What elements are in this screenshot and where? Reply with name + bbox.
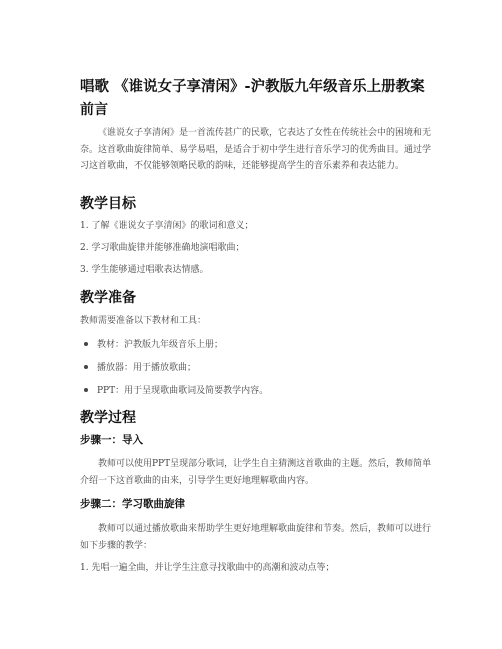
- preface-heading: 前言: [80, 102, 108, 118]
- goal-item-3: 3. 学生能够通过唱歌表达情感。: [80, 265, 209, 275]
- bullet-dot-icon: [84, 342, 88, 346]
- bullet-dot-icon: [84, 388, 88, 392]
- step1-paragraph: 教师可以使用PPT呈现部分歌词，让学生自主猜测这首歌曲的主题。然后，教师简单介绍一下这首歌曲的由来，引导学生更好地理解歌曲内容。: [80, 459, 432, 486]
- step2-paragraph: 教师可以通过播放歌曲来帮助学生更好地理解歌曲旋律和节奏。然后，教师可以进行如下步骤的教学：: [80, 524, 432, 551]
- process-heading: 教学过程: [80, 410, 136, 426]
- goals-heading: 教学目标: [80, 196, 136, 212]
- step2-heading: 步骤二：学习歌曲旋律: [80, 498, 185, 510]
- bullet-dot-icon: [84, 365, 88, 369]
- document-title: 唱歌 《谁说女子享清闲》-沪教版九年级音乐上册教案: [80, 79, 425, 95]
- step1-heading: 步骤一：导入: [80, 434, 143, 446]
- prep-bullet-1: [84, 339, 223, 352]
- preface-paragraph: 《谁说女子享清闲》是一首流传甚广的民歌，它表达了女性在传统社会中的困境和无奈。这首歌曲旋律简单、易学易唱，是适合于初中学生进行音乐学习的优秀曲目。通过学习这首歌曲，不仅能够领略民歌的韵味，还能够提高学生的音乐素养和表达能力。: [80, 128, 432, 171]
- goal-item-1: 1. 了解《谁说女子享清闲》的歌词和意义；: [80, 221, 254, 231]
- prep-bullet-3: [84, 385, 268, 398]
- goal-item-2: 2. 学习歌曲旋律并能够准确地演唱歌曲；: [80, 243, 245, 253]
- prep-bullet-text: 教材：沪教版九年级音乐上册；: [97, 340, 224, 350]
- prep-bullet-text: 播放器：用于播放歌曲；: [97, 363, 197, 373]
- prep-intro: 教师需要准备以下教材和工具：: [80, 316, 207, 326]
- prep-bullet-text: PPT：用于呈现歌曲歌词及简要教学内容。: [97, 386, 269, 396]
- prep-bullet-2: [84, 362, 196, 375]
- step2-item-1: 1. 先唱一遍全曲，并让学生注意寻找歌曲中的高潮和波动点等；: [80, 563, 335, 573]
- prep-heading: 教学准备: [80, 290, 136, 306]
